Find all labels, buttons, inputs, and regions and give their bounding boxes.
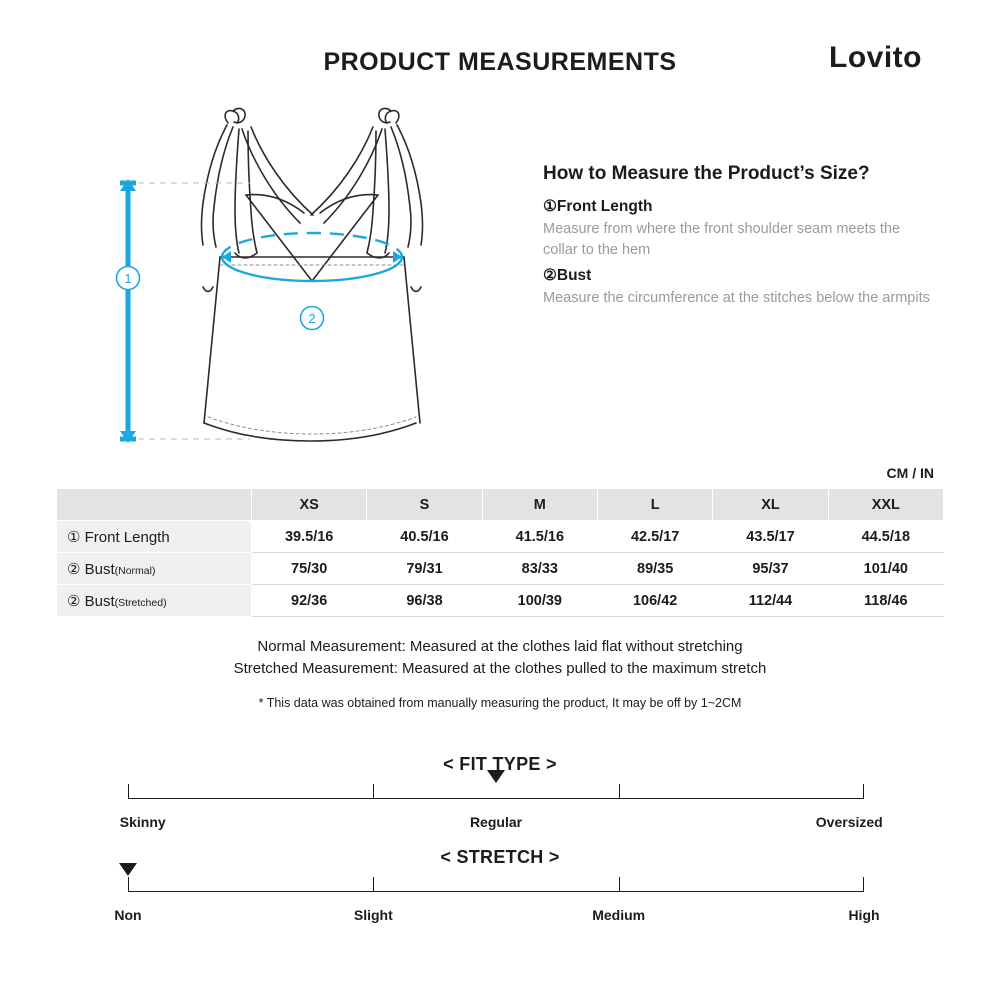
units-label: CM / IN bbox=[886, 465, 934, 481]
measure-item-desc-bust: Measure the circumference at the stitches below the armpits bbox=[543, 290, 930, 307]
cell-bust-stretched-xl: 112/44 bbox=[713, 585, 828, 617]
front-length-measure-indicator bbox=[120, 179, 250, 443]
cell-bust-normal-xs: 75/30 bbox=[252, 553, 367, 585]
cell-bust-stretched-m: 100/39 bbox=[482, 585, 597, 617]
fit-type-axis bbox=[119, 784, 883, 830]
stretch-label-slight: Slight bbox=[353, 907, 393, 923]
callout-bust bbox=[301, 307, 324, 330]
stretch-label-medium: Medium bbox=[592, 907, 646, 923]
fit-type-label-skinny: Skinny bbox=[119, 814, 166, 830]
fit-type-axis-line bbox=[128, 798, 864, 799]
fit-type-scale bbox=[0, 754, 1000, 830]
stretch-selected-marker bbox=[119, 863, 137, 876]
cell-bust-normal-m: 83/33 bbox=[482, 553, 597, 585]
fit-type-label-regular: Regular bbox=[469, 814, 523, 830]
measurement-notes bbox=[0, 636, 1000, 710]
row-label-bust-stretched bbox=[57, 585, 252, 617]
size-chart-table bbox=[56, 488, 944, 617]
cell-bust-stretched-l: 106/42 bbox=[597, 585, 712, 617]
svg-text:2: 2 bbox=[308, 311, 316, 326]
size-table-wrapper bbox=[56, 488, 944, 617]
row-label-front-length bbox=[57, 521, 252, 553]
cell-bust-stretched-s: 96/38 bbox=[367, 585, 482, 617]
table-col-xl: XL bbox=[713, 489, 828, 521]
cell-bust-stretched-xs: 92/36 bbox=[252, 585, 367, 617]
row-label-bust-normal bbox=[57, 553, 252, 585]
cell-bust-stretched-xxl: 118/46 bbox=[828, 585, 943, 617]
table-col-xs: XS bbox=[252, 489, 367, 521]
fit-type-tick-0 bbox=[128, 784, 129, 799]
fit-type-title: < FIT TYPE > bbox=[443, 754, 557, 774]
garment-illustration bbox=[100, 105, 520, 455]
cell-front-length-s: 40.5/16 bbox=[367, 521, 482, 553]
fit-type-label-oversized: Oversized bbox=[815, 814, 883, 830]
stretch-axis bbox=[114, 877, 880, 923]
cell-front-length-m: 41.5/16 bbox=[482, 521, 597, 553]
cell-bust-normal-s: 79/31 bbox=[367, 553, 482, 585]
fit-type-tick-1 bbox=[373, 784, 374, 799]
svg-text:1: 1 bbox=[124, 271, 132, 286]
row-label-sub: (Normal) bbox=[114, 564, 156, 577]
stretch-tick-1 bbox=[373, 877, 374, 892]
note-stretched-measurement: Stretched Measurement: Measured at the clothes pulled to the maximum stretch bbox=[233, 660, 767, 678]
page-title: PRODUCT MEASUREMENTS bbox=[323, 48, 677, 76]
table-row bbox=[57, 521, 944, 553]
row-label-sub: (Stretched) bbox=[114, 596, 167, 609]
cell-bust-normal-l: 89/35 bbox=[597, 553, 712, 585]
fit-type-tick-2 bbox=[619, 784, 620, 799]
stretch-label-high: High bbox=[848, 907, 880, 923]
stretch-tick-2 bbox=[619, 877, 620, 892]
cell-front-length-xl: 43.5/17 bbox=[713, 521, 828, 553]
measure-item-desc-front-length: Measure from where the front shoulder seam meets the collar to the hem bbox=[543, 221, 901, 258]
table-row bbox=[57, 585, 944, 617]
cell-front-length-xxl: 44.5/18 bbox=[828, 521, 943, 553]
fit-type-tick-3 bbox=[863, 784, 864, 799]
stretch-tick-3 bbox=[863, 877, 864, 892]
measure-item-title-front-length: ①Front Length bbox=[543, 198, 653, 215]
table-col-xxl: XXL bbox=[828, 489, 943, 521]
garment-drawing bbox=[100, 105, 520, 455]
note-normal-measurement: Normal Measurement: Measured at the clothes laid flat without stretching bbox=[257, 638, 743, 655]
row-label-text: ② Bust bbox=[67, 560, 115, 578]
how-to-measure-heading: How to Measure the Product’s Size? bbox=[543, 163, 870, 184]
row-label-text: ① Front Length bbox=[67, 528, 170, 546]
table-col-m: M bbox=[482, 489, 597, 521]
stretch-tick-0 bbox=[128, 877, 129, 892]
callout-front-length bbox=[117, 267, 140, 290]
brand-logo-text: Lovito bbox=[829, 41, 922, 74]
cell-bust-normal-xxl: 101/40 bbox=[828, 553, 943, 585]
stretch-title: < STRETCH > bbox=[440, 847, 560, 867]
how-to-measure-section bbox=[543, 163, 933, 315]
table-col-s: S bbox=[367, 489, 482, 521]
stretch-axis-line bbox=[128, 891, 864, 892]
table-row bbox=[57, 553, 944, 585]
stretch-scale bbox=[0, 847, 1000, 923]
cell-front-length-l: 42.5/17 bbox=[597, 521, 712, 553]
note-disclaimer: * This data was obtained from manually measuring the product, It may be off by 1~2CM bbox=[258, 696, 742, 711]
table-header-row bbox=[57, 489, 944, 521]
cell-front-length-xs: 39.5/16 bbox=[252, 521, 367, 553]
table-corner-cell bbox=[57, 489, 252, 521]
fit-type-selected-marker bbox=[487, 770, 505, 783]
cell-bust-normal-xl: 95/37 bbox=[713, 553, 828, 585]
stretch-label-non: Non bbox=[114, 907, 142, 923]
table-col-l: L bbox=[597, 489, 712, 521]
row-label-text: ② Bust bbox=[67, 592, 115, 610]
measure-item-title-bust: ②Bust bbox=[543, 267, 592, 285]
